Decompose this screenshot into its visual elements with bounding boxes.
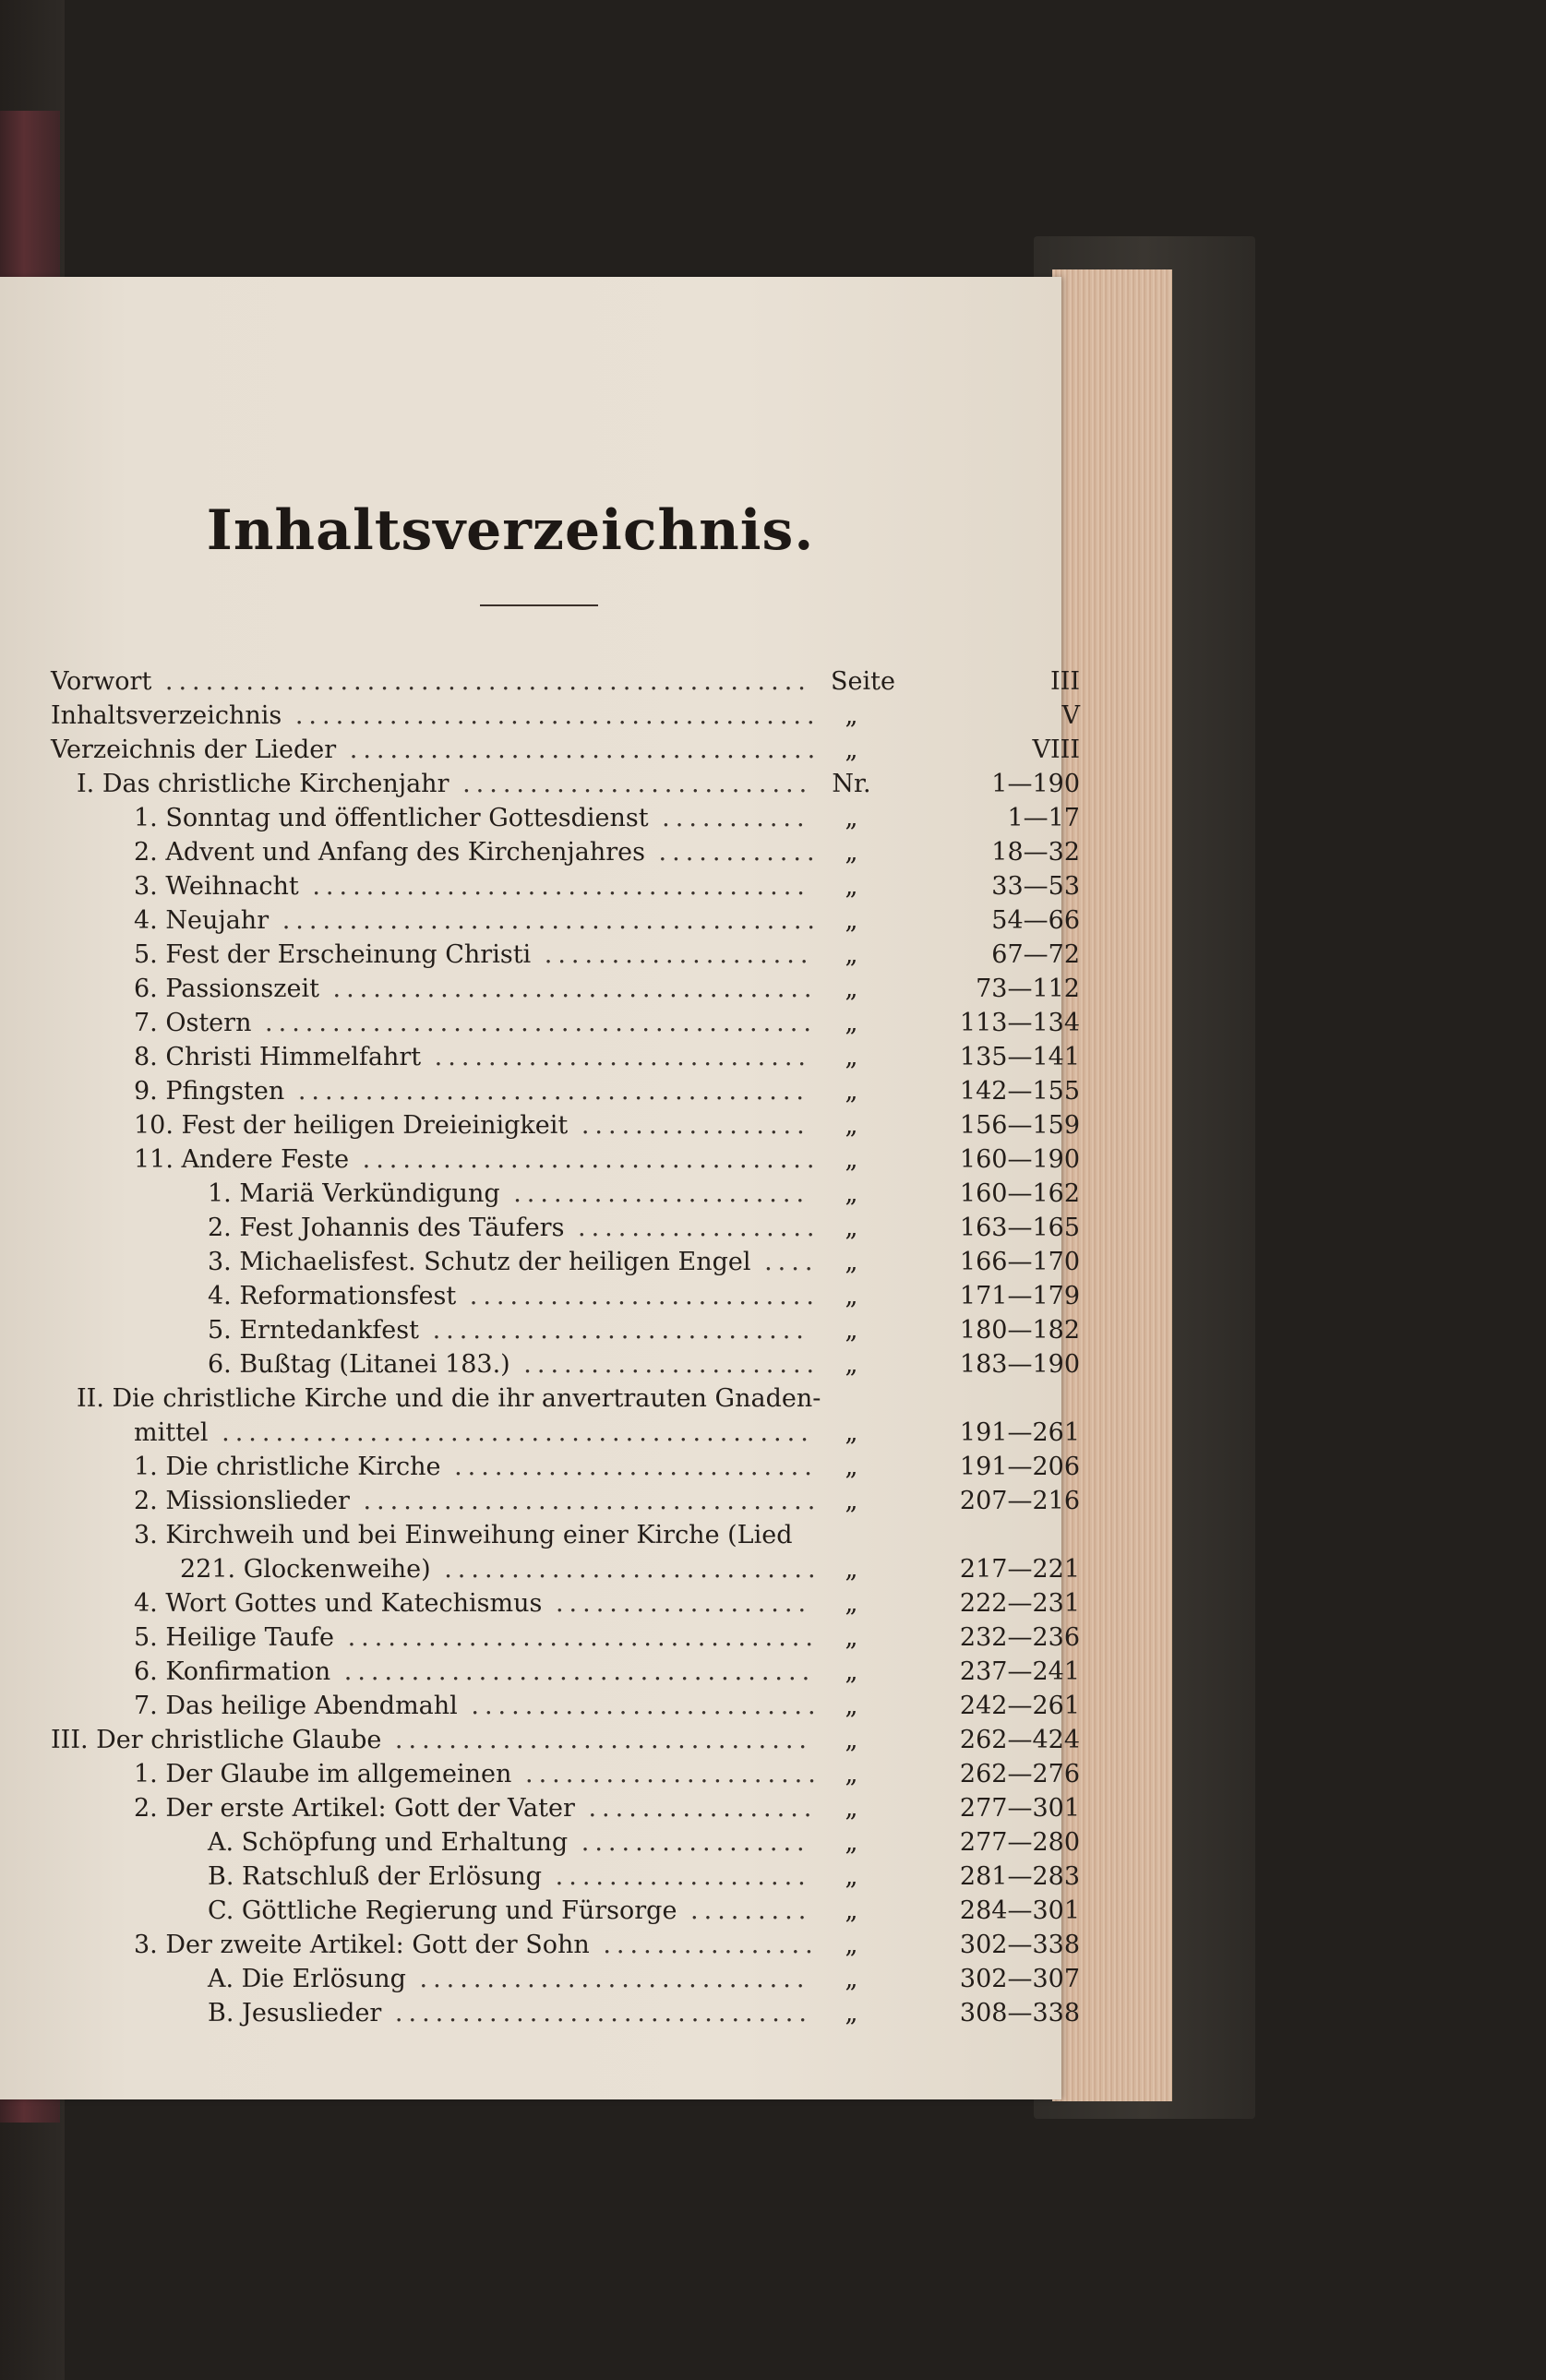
toc-entry-label: 9. Pfingsten ...................................... [134,1077,809,1106]
toc-entry-page: 183—190 [959,1350,1080,1379]
toc-entry [51,1621,1080,1655]
toc-entry-ref: „ [845,1350,858,1379]
toc-entry [51,1586,1080,1621]
toc-entry-label: 4. Neujahr ........................................ [134,906,821,935]
dot-leader: .................................. [349,1487,821,1515]
toc-entry-ref: „ [845,975,858,1003]
toc-entry-label: 2. Missionslieder .................................. [134,1487,821,1515]
toc-entry-label: 1. Die christliche Kirche ........................... [134,1453,818,1481]
toc-entry-label: 8. Christi Himmelfahrt ............................ [134,1043,811,1071]
dot-leader: .................. [564,1214,821,1242]
toc-entry-ref: „ [845,838,858,867]
dot-leader: ............................. [405,1965,810,1993]
toc-entry-page: 302—338 [959,1931,1080,1959]
toc-entry-ref: „ [845,804,858,832]
toc-entry [51,1108,1080,1142]
toc-entry-ref: „ [845,1931,858,1959]
toc-entry-page: 54—66 [991,906,1080,935]
toc-entry-page: 1—17 [1007,804,1080,832]
toc-entry-label: 7. Das heilige Abendmahl .......................... [134,1692,821,1720]
toc-entry-ref: „ [845,1282,858,1310]
toc-entry [51,1211,1080,1245]
dot-leader: .......................... [456,1282,820,1310]
toc-entry [51,1279,1080,1313]
toc-entry [51,1825,1080,1860]
dot-leader: ............................ [419,1316,809,1345]
toc-entry-label: 2. Der erste Artikel: Gott der Vater ................. [134,1794,818,1823]
toc-entry-label: 2. Fest Johannis des Täufers .................. [208,1214,821,1242]
toc-entry-page: 308—338 [959,1999,1080,2027]
toc-entry-ref: „ [845,1214,858,1242]
toc-entry-page: 222—231 [959,1589,1080,1618]
toc-entry [51,699,1080,733]
dot-leader: ............ [644,838,821,867]
toc-entry-ref: Nr. [832,770,871,798]
toc-entry-label: 3. Michaelisfest. Schutz der heiligen Engel .... [208,1248,819,1276]
toc-entry-ref: „ [845,1999,858,2027]
toc-entry-label: 5. Erntedankfest ............................ [208,1316,809,1345]
toc-entry-label: 3. Weihnacht ..................................... [134,872,810,901]
toc-entry-page: 142—155 [959,1077,1080,1106]
toc-entry [51,1006,1080,1040]
toc-entry-ref: „ [845,872,858,901]
dot-leader: ................................... [334,1623,819,1652]
toc-entry-page: 277—280 [959,1828,1080,1857]
toc-entry-label: 6. Passionszeit .................................... [134,975,818,1003]
toc-entry-label: 10. Fest der heiligen Dreieinigkeit ................. [134,1111,810,1140]
toc-entry-page: 33—53 [991,872,1080,901]
toc-entry-ref: „ [845,1418,858,1447]
toc-entry-page: VIII [1032,736,1080,764]
toc-entry-label: 6. Konfirmation ................................... [134,1657,816,1686]
toc-entry-ref: „ [845,1828,858,1857]
table-of-contents [51,664,1080,2030]
toc-entry-page: 217—221 [959,1555,1080,1584]
toc-entry-page: 160—190 [959,1145,1080,1174]
toc-entry-ref: „ [845,1248,858,1276]
toc-entry [51,1757,1080,1791]
toc-entry-page: 113—134 [959,1009,1080,1037]
toc-entry-label: C. Göttliche Regierung und Fürsorge ......... [208,1896,812,1925]
toc-entry-ref: „ [845,1896,858,1925]
dot-leader: ................................... [336,736,821,764]
toc-entry [51,835,1080,869]
toc-entry-label: Inhaltsverzeichnis ....................................... [51,701,821,730]
toc-entry-label: 3. Der zweite Artikel: Gott der Sohn ................ [134,1931,819,1959]
toc-entry-label: 3. Kirchweih und bei Einweihung einer Kirche (Lied [134,1521,793,1549]
toc-entry [51,1074,1080,1108]
toc-entry-page: 135—141 [959,1043,1080,1071]
toc-entry [51,1177,1080,1211]
dot-leader: ............................ [430,1555,821,1584]
toc-entry-ref: „ [845,1316,858,1345]
dot-leader: .......................... [457,1692,821,1720]
toc-entry [51,1791,1080,1825]
toc-entry-label: 1. Sonntag und öffentlicher Gottesdienst ........... [134,804,810,832]
toc-entry-ref: „ [845,1487,858,1515]
toc-entry [51,733,1080,767]
toc-entry-ref: „ [845,906,858,935]
toc-entry-ref: „ [845,1623,858,1652]
dot-leader: ............................... [381,1999,812,2027]
toc-entry-page: V [1061,701,1080,730]
dot-leader: .... [750,1248,819,1276]
toc-entry [51,1928,1080,1962]
toc-entry-label: 7. Ostern ......................................... [134,1009,817,1037]
toc-entry-label: 1. Der Glaube im allgemeinen ...................... [134,1760,821,1788]
toc-entry-label: 6. Bußtag (Litanei 183.) ...................... [208,1350,821,1379]
toc-entry-page: 171—179 [959,1282,1080,1310]
dot-leader: ......................................... [251,1009,817,1037]
toc-entry [51,767,1080,801]
toc-entry [51,664,1080,699]
toc-entry [51,1142,1080,1177]
dot-leader: .................................... [318,975,818,1003]
toc-entry-ref: „ [845,1111,858,1140]
toc-entry-ref: „ [845,1555,858,1584]
toc-entry-ref: „ [845,1760,858,1788]
toc-entry-label: 5. Fest der Erscheinung Christi .................... [134,940,814,969]
toc-entry [51,1552,1080,1586]
dot-leader: ........................... [440,1453,818,1481]
dot-leader: ................... [542,1589,812,1618]
dot-leader: ................................................ [151,667,811,696]
toc-entry-page: 156—159 [959,1111,1080,1140]
toc-entry-page: 191—206 [959,1453,1080,1481]
toc-entry-label: B. Jesuslieder ............................... [208,1999,812,2027]
toc-entry-label: III. Der christliche Glaube ............................... [51,1726,812,1754]
toc-entry-page: III [1050,667,1080,696]
toc-entry-ref: Seite [831,667,895,696]
dot-leader: ...................... [509,1350,821,1379]
dot-leader: ...................... [499,1179,810,1208]
toc-entry [51,1860,1080,1894]
dot-leader: ................ [589,1931,819,1959]
toc-entry [51,903,1080,938]
toc-entry-ref: „ [845,1965,858,1993]
title-divider [480,604,598,606]
toc-entry-page: 281—283 [959,1862,1080,1891]
toc-entry-page: 67—72 [991,940,1080,969]
toc-entry-label: 2. Advent und Anfang des Kirchenjahres ............ [134,838,821,867]
toc-entry-ref: „ [845,1794,858,1823]
toc-entry-label: 4. Reformationsfest .......................... [208,1282,820,1310]
toc-entry-page: 180—182 [959,1316,1080,1345]
toc-entry [51,1723,1080,1757]
dot-leader: ...................... [511,1760,821,1788]
toc-entry-label: 11. Andere Feste .................................. [134,1145,821,1174]
toc-entry [51,1996,1080,2030]
dot-leader: ................... [542,1862,811,1891]
toc-entry-label: A. Schöpfung und Erhaltung ................. [208,1828,810,1857]
toc-entry-ref: „ [845,1453,858,1481]
toc-entry [51,801,1080,835]
toc-entry-ref: „ [845,940,858,969]
toc-entry-page: 166—170 [959,1248,1080,1276]
toc-entry [51,1450,1080,1484]
toc-entry [51,1416,1080,1450]
toc-entry-page: 207—216 [959,1487,1080,1515]
toc-entry-label: B. Ratschluß der Erlösung ................... [208,1862,811,1891]
toc-entry-ref: „ [845,1009,858,1037]
toc-entry-page: 242—261 [959,1692,1080,1720]
dot-leader: ..................................... [298,872,810,901]
toc-entry-label: mittel ............................................ [134,1418,814,1447]
toc-entry-ref: „ [845,1589,858,1618]
dot-leader: ............................ [421,1043,811,1071]
toc-entry-ref: „ [845,1179,858,1208]
toc-entry-ref: „ [845,1726,858,1754]
toc-entry-page: 18—32 [991,838,1080,867]
dot-leader: ............................... [381,1726,812,1754]
toc-entry [51,1518,1048,1552]
dot-leader: ................. [574,1794,818,1823]
toc-entry-page: 191—261 [959,1418,1080,1447]
toc-entry-label: 4. Wort Gottes und Katechismus ................... [134,1589,812,1618]
page-title: Inhaltsverzeichnis. [206,498,815,563]
toc-entry-label: 221. Glockenweihe) ............................ [180,1555,821,1584]
toc-entry-ref: „ [845,1657,858,1686]
toc-entry-ref: „ [845,736,858,764]
toc-entry-page: 277—301 [959,1794,1080,1823]
toc-entry [51,972,1080,1006]
toc-entry [51,1962,1080,1996]
toc-entry-ref: „ [845,1077,858,1106]
toc-entry-label: Vorwort ................................................ [51,667,811,696]
dot-leader: .......................... [449,770,813,798]
toc-entry-page: 262—424 [959,1726,1080,1754]
toc-entry-ref: „ [845,701,858,730]
toc-entry-page: 262—276 [959,1760,1080,1788]
toc-entry [51,1655,1080,1689]
dot-leader: .................... [531,940,814,969]
dot-leader: ................. [568,1111,810,1140]
toc-entry-label: 5. Heilige Taufe ................................... [134,1623,819,1652]
toc-entry [51,1381,1048,1416]
toc-entry [51,1484,1080,1518]
toc-entry-label: A. Die Erlösung ............................. [208,1965,810,1993]
toc-entry [51,938,1080,972]
toc-entry-page: 302—307 [959,1965,1080,1993]
toc-entry-label: Verzeichnis der Lieder ................................... [51,736,821,764]
toc-entry-label: 1. Mariä Verkündigung ...................... [208,1179,810,1208]
toc-entry [51,1245,1080,1279]
dot-leader: ................. [568,1828,810,1857]
dot-leader: ...................................... [284,1077,809,1106]
toc-entry [51,1040,1080,1074]
toc-entry-ref: „ [845,1862,858,1891]
dot-leader: ....................................... [282,701,821,730]
book-page [0,277,1080,2099]
toc-entry-page: 237—241 [959,1657,1080,1686]
toc-entry [51,869,1080,903]
toc-entry-ref: „ [845,1145,858,1174]
toc-entry-ref: „ [845,1692,858,1720]
toc-entry-page: 284—301 [959,1896,1080,1925]
toc-entry-label: I. Das christliche Kirchenjahr .......................... [77,770,813,798]
toc-entry [51,1347,1080,1381]
toc-entry-ref: „ [845,1043,858,1071]
toc-entry-page: 232—236 [959,1623,1080,1652]
dot-leader: ........................................ [269,906,821,935]
toc-entry [51,1894,1080,1928]
dot-leader: ......... [677,1896,812,1925]
dot-leader: ........... [648,804,810,832]
toc-entry [51,1689,1080,1723]
toc-entry-page: 1—190 [991,770,1080,798]
dot-leader: ............................................ [208,1418,814,1447]
toc-entry [51,1313,1080,1347]
dot-leader: ................................... [330,1657,816,1686]
toc-entry-page: 73—112 [976,975,1080,1003]
dot-leader: .................................. [349,1145,821,1174]
toc-entry-label: II. Die christliche Kirche und die ihr anvertrauten Gnaden- [77,1384,821,1413]
toc-entry-page: 160—162 [959,1179,1080,1208]
toc-entry-page: 163—165 [959,1214,1080,1242]
